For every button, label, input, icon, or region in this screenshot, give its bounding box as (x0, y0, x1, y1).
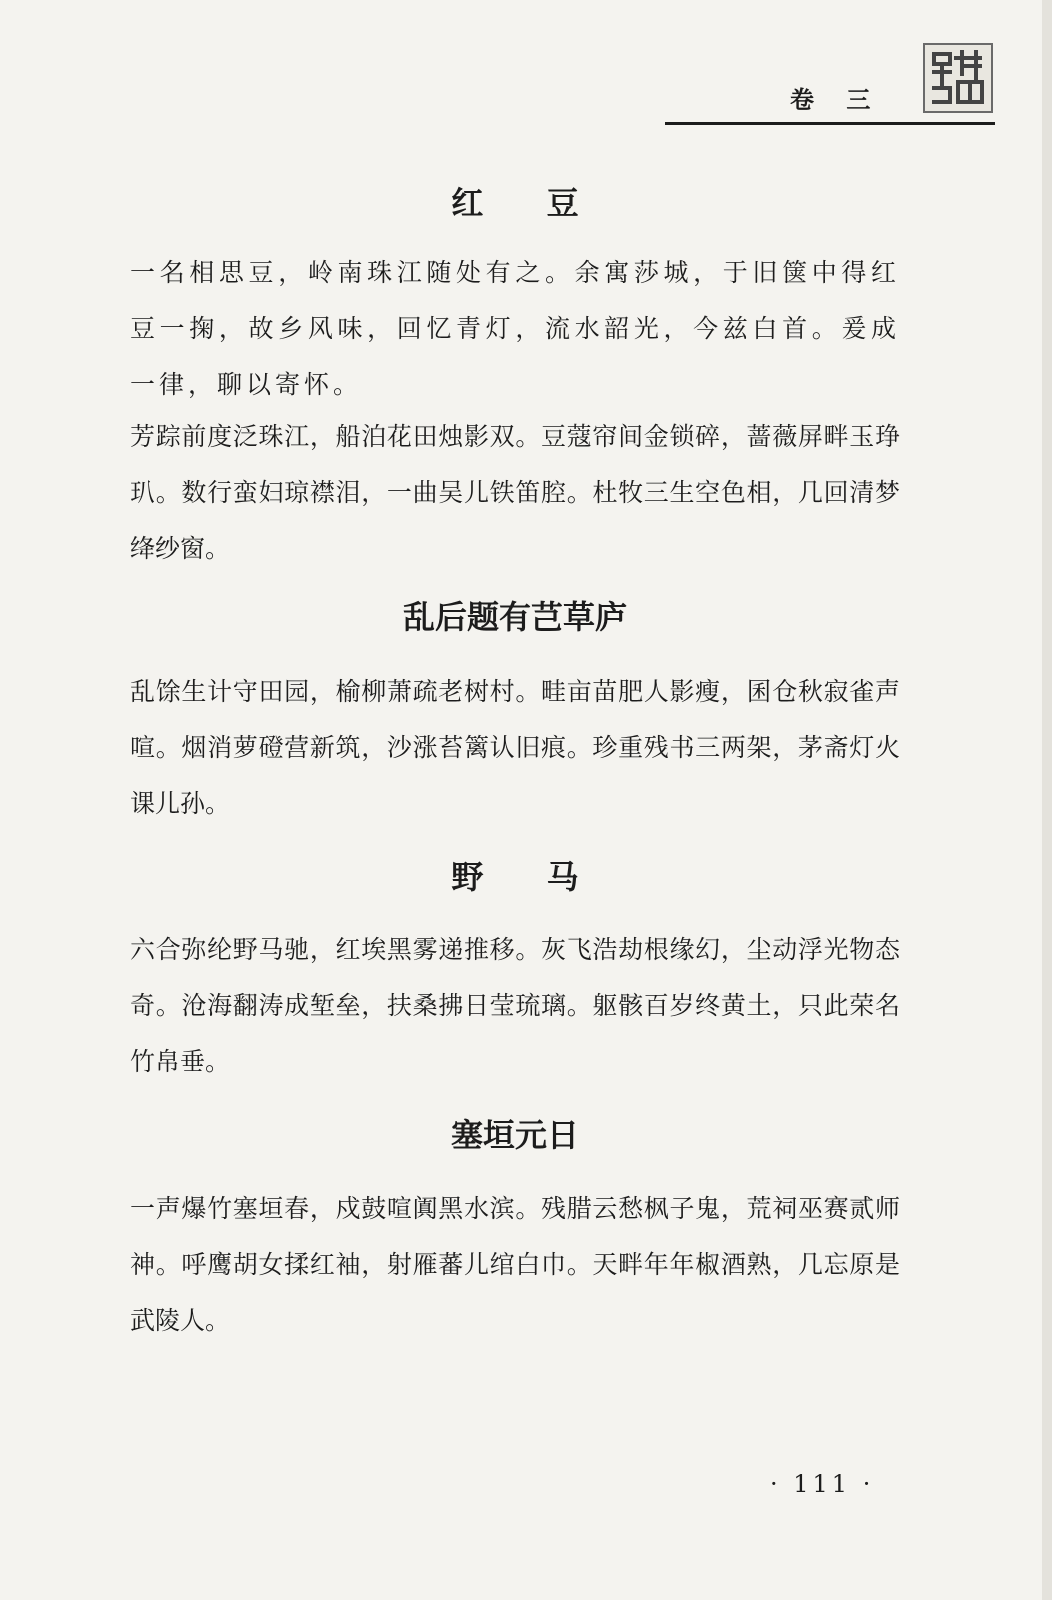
poem-title: 乱后题有芑草庐 (402, 598, 627, 636)
section-saiyuan (130, 1110, 900, 1156)
running-head: 卷 三 (790, 86, 883, 114)
poem-block (130, 1181, 900, 1349)
preface-block (130, 245, 900, 413)
section-yema (130, 852, 900, 898)
poem-title: 塞垣元日 (450, 1116, 579, 1154)
poem-preface: 一名相思豆，岭南珠江随处有之。余寓莎城，于旧箧中得红豆一掬，故乡风味，回忆青灯，流水韶光，今兹白首。爰成一律，聊以寄怀。 (130, 258, 900, 399)
poem-text: 乱馀生计守田园，榆柳萧疏老树村。畦亩苗肥人影瘦，囷仓秋寂雀声喧。烟消萝磴营新筑，沙涨苔篱认旧痕。珍重残书三两架，茅斋灯火课儿孙。 (130, 677, 900, 818)
poem-title: 红 豆 (451, 184, 605, 222)
section-hongdou (130, 178, 900, 224)
poem-text: 一声爆竹塞垣春，戍鼓喧阗黑水滨。残腊云愁枫子鬼，荒祠巫赛贰师神。呼鹰胡女揉红袖，射雁蕃儿绾白巾。天畔年年椒酒熟，几忘原是武陵人。 (130, 1194, 900, 1335)
poem-title: 野 马 (451, 858, 605, 896)
poem-block (130, 409, 900, 577)
poem-text: 芳踪前度泛珠江，船泊花田烛影双。豆蔻帘间金锁碎，蔷薇屏畔玉琤玐。数行蛮妇琼襟泪，一曲吴儿铁笛腔。杜牧三生空色相，几回清梦绛纱窗。 (130, 422, 900, 563)
section-luanhou (130, 592, 900, 638)
seal-stamp-icon (922, 42, 994, 114)
page-number: · 111 · (770, 1470, 875, 1498)
poem-block (130, 922, 900, 1090)
poem-text: 六合弥纶野马驰，红埃黑雾递推移。灰飞浩劫根缘幻，尘动浮光物态奇。沧海翻涛成堑垒，扶桑拂日莹琉璃。躯骸百岁终黄土，只此荣名竹帛垂。 (130, 935, 900, 1076)
header-rule (665, 122, 995, 125)
page-edge (1042, 0, 1052, 1600)
poem-block (130, 664, 900, 832)
